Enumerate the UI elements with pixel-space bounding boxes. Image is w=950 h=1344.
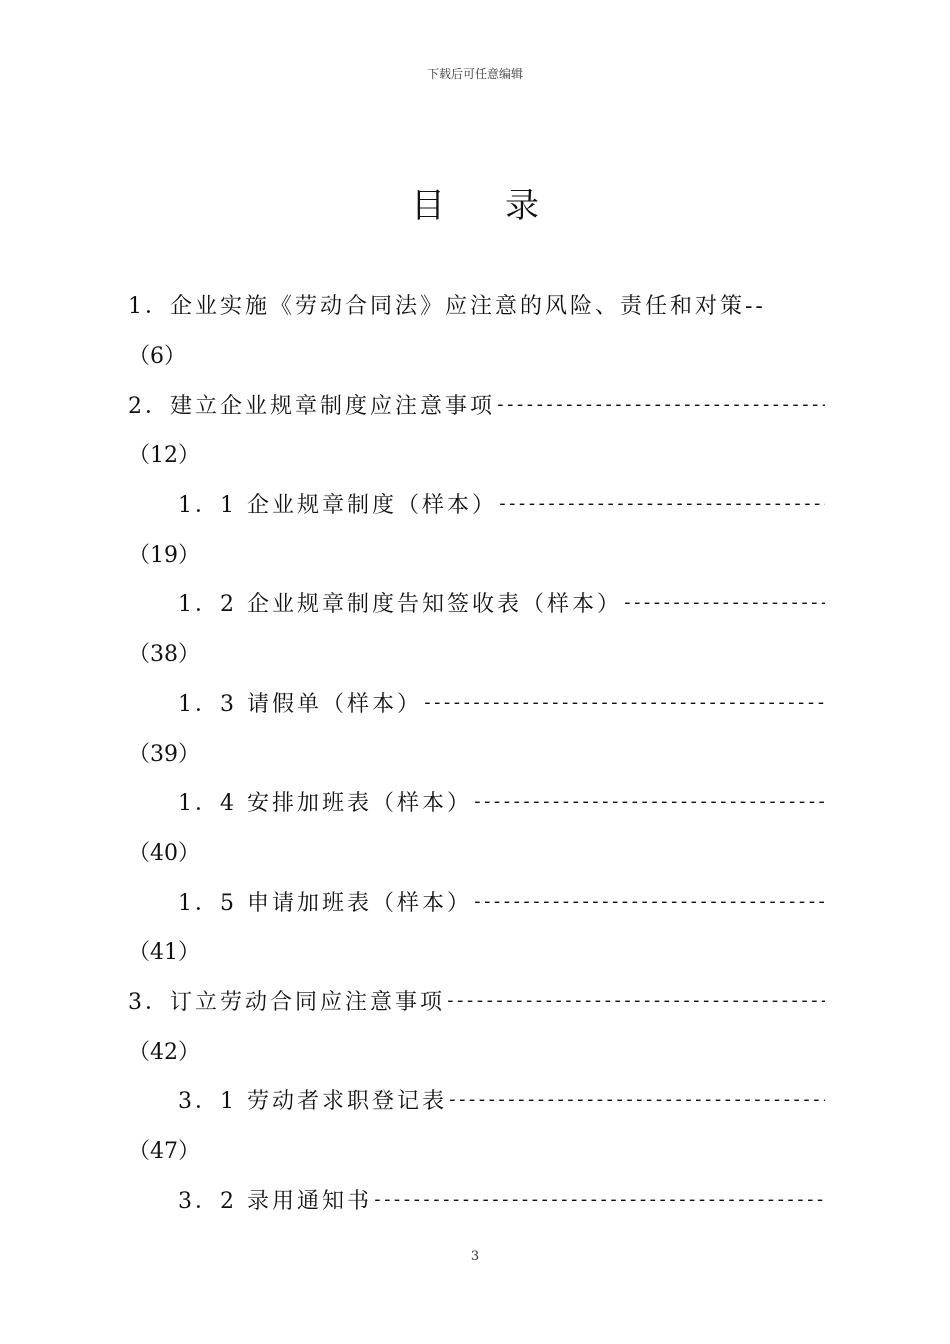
toc-leader <box>497 493 825 514</box>
toc-entry-page <box>128 429 825 479</box>
toc-entry[interactable] <box>128 479 825 529</box>
toc-page-number: （38） <box>128 642 200 668</box>
table-of-contents <box>128 280 825 1224</box>
toc-entry[interactable] <box>128 876 825 926</box>
toc-entry[interactable] <box>128 379 825 429</box>
toc-page-number: （12） <box>128 443 200 469</box>
toc-page-number: （42） <box>128 1039 200 1065</box>
toc-entry[interactable] <box>128 678 825 728</box>
toc-page-number: （40） <box>128 840 200 866</box>
toc-leader <box>372 1189 825 1210</box>
toc-entry-page <box>128 528 825 578</box>
toc-entry-text: 3．订立劳动合同应注意事项 <box>128 989 445 1015</box>
toc-entry-page <box>128 628 825 678</box>
toc-page-number: （6） <box>128 344 186 370</box>
toc-entry-text: 1．4 安排加班表（样本） <box>178 791 472 817</box>
page-number: 3 <box>470 1249 480 1264</box>
toc-page-number: （19） <box>128 542 200 568</box>
toc-entry-text: 1．3 请假单（样本） <box>178 691 422 717</box>
toc-leader <box>422 692 825 713</box>
toc-entry-page <box>128 827 825 877</box>
toc-entry[interactable] <box>128 777 825 827</box>
toc-leader <box>445 990 825 1011</box>
toc-leader <box>472 891 825 912</box>
toc-entry-text: 1．企业实施《劳动合同法》应注意的风险、责任和对策-- <box>128 294 766 320</box>
toc-entry-page <box>128 330 825 380</box>
page-title: 目录 <box>411 186 599 226</box>
toc-entry[interactable] <box>128 1174 825 1224</box>
toc-entry[interactable] <box>128 976 825 1026</box>
toc-entry[interactable] <box>128 1075 825 1125</box>
toc-leader <box>622 592 825 613</box>
toc-entry-text: 1．2 企业规章制度告知签收表（样本） <box>178 592 622 618</box>
toc-entry-text: 1．5 申请加班表（样本） <box>178 890 472 916</box>
toc-leader <box>472 791 825 812</box>
toc-entry-page <box>128 926 825 976</box>
toc-page-number: （47） <box>128 1139 200 1165</box>
toc-entry-text: 3．2 录用通知书 <box>178 1188 372 1214</box>
toc-page-number: （39） <box>128 741 200 767</box>
toc-page-number: （41） <box>128 940 200 966</box>
toc-leader <box>495 394 825 415</box>
toc-entry-page <box>128 1025 825 1075</box>
page-header: 下载后可任意编辑 <box>426 67 523 81</box>
toc-entry-text: 2．建立企业规章制度应注意事项 <box>128 393 495 419</box>
toc-leader <box>447 1089 825 1110</box>
toc-entry-page <box>128 727 825 777</box>
toc-entry-page <box>128 1125 825 1175</box>
toc-entry[interactable] <box>128 578 825 628</box>
toc-entry[interactable] <box>128 280 825 330</box>
toc-entry-text: 1．1 企业规章制度（样本） <box>178 493 497 519</box>
toc-entry-text: 3．1 劳动者求职登记表 <box>178 1089 447 1115</box>
